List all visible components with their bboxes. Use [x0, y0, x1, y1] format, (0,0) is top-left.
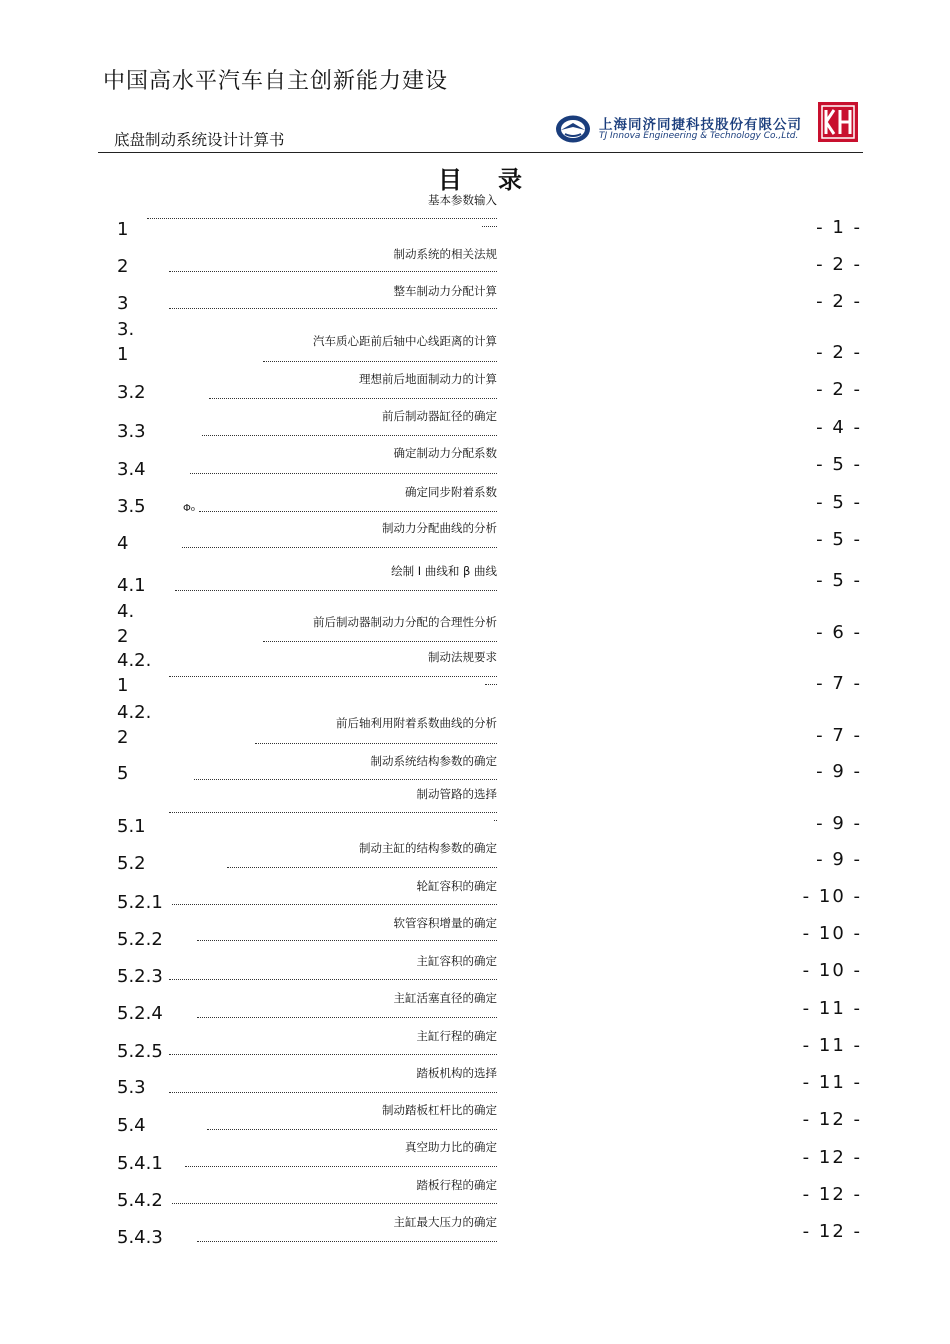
toc-entry-title: 整车制动力分配计算 — [393, 284, 497, 298]
toc-entry-page: - 12 - — [802, 1109, 862, 1130]
toc-entry[interactable] — [0, 749, 950, 789]
toc-leader-dots — [169, 308, 497, 309]
toc-entry-page: - 10 - — [802, 923, 862, 944]
toc-entry-number: 3. 1 — [117, 319, 135, 365]
toc-entry[interactable] — [0, 440, 950, 480]
toc-leader-dots — [485, 684, 497, 685]
toc-entry-number: 5.2.2 — [117, 929, 163, 950]
toc-entry-page: - 5 - — [816, 529, 862, 550]
toc-entry-number: 3.2 — [117, 382, 146, 403]
toc-entry[interactable] — [0, 403, 950, 443]
toc-leader-dots — [190, 473, 497, 474]
toc-entry-title: 制动管路的选择 — [416, 787, 497, 801]
toc-entry-number: 4.2. 1 — [117, 650, 152, 696]
toc-entry-number: 5.2.1 — [117, 892, 163, 913]
toc-entry-title: 汽车质心距前后轴中心线距离的计算 — [313, 334, 497, 348]
company-name-en: TJ Innova Engineering & Technology Co.,Ltd. — [599, 131, 799, 141]
toc-leader-dots — [175, 590, 497, 591]
toc-leader-dots — [197, 940, 497, 941]
toc-entry-title: 踏板机构的选择 — [416, 1066, 497, 1080]
toc-entry-page: - 1 - — [816, 217, 862, 238]
toc-entry-title: 理想前后地面制动力的计算 — [359, 372, 497, 386]
toc-entry-title: 主缸最大压力的确定 — [393, 1215, 497, 1229]
toc-entry-title: 真空助力比的确定 — [405, 1140, 497, 1154]
toc-leader-dots — [147, 218, 497, 219]
toc-entry-page: - 9 - — [816, 813, 862, 834]
toc-leader-dots — [263, 361, 497, 362]
toc-leader-dots — [172, 1203, 497, 1204]
toc-entry-page: - 5 - — [816, 454, 862, 475]
toc-entry-number: 5.2 — [117, 853, 146, 874]
toc-entry-page: - 4 - — [816, 417, 862, 438]
toc-leader-dots — [482, 226, 497, 227]
toc-entry-page: - 9 - — [816, 761, 862, 782]
toc-entry-number: 3.3 — [117, 421, 146, 442]
toc-entry-title: 绘制 I 曲线和 β 曲线 — [391, 564, 497, 578]
document-title: 中国高水平汽车自主创新能力建设 — [103, 69, 449, 94]
toc-leader-dots — [194, 779, 497, 780]
toc-entry-title: 前后制动器制动力分配的合理性分析 — [313, 615, 497, 629]
toc-entry-page: - 2 - — [816, 342, 862, 363]
toc-entry[interactable] — [0, 366, 950, 406]
toc-leader-dots — [169, 271, 497, 272]
header-rule — [98, 152, 863, 153]
toc-entry-page: - 12 - — [802, 1184, 862, 1205]
toc-entry-title: 确定制动力分配系数 — [393, 446, 497, 460]
toc-entry-symbol: Φ₀ — [183, 503, 195, 514]
toc-entry-number: 1 — [117, 219, 129, 240]
toc-entry[interactable] — [0, 478, 950, 518]
toc-entry-number: 5.4.1 — [117, 1153, 163, 1174]
toc-entry-number: 5.4 — [117, 1115, 146, 1136]
toc-entry-page: - 2 - — [816, 291, 862, 312]
toc-leader-dots — [227, 867, 497, 868]
toc-entry-number: 4 — [117, 533, 129, 554]
company-name-cn: 上海同济同捷科技股份有限公司 — [599, 117, 802, 133]
toc-entry-number: 3.5 — [117, 496, 146, 517]
toc-entry[interactable] — [0, 1023, 950, 1063]
toc-leader-dots — [197, 1241, 497, 1242]
toc-entry-number: 4.2. 2 — [117, 702, 152, 748]
toc-leader-dots — [169, 979, 497, 980]
toc-entry-page: - 2 - — [816, 254, 862, 275]
toc-entry[interactable] — [0, 836, 950, 876]
toc-entry-number: 5.3 — [117, 1077, 146, 1098]
toc-entry-number: 3 — [117, 293, 129, 314]
toc-entry-number: 5.2.5 — [117, 1041, 163, 1062]
toc-entry[interactable] — [0, 786, 950, 837]
toc-entry-page: - 6 - — [816, 622, 862, 643]
document-subtitle: 底盘制动系统设计计算书 — [114, 131, 285, 149]
toc-entry-title: 主缸容积的确定 — [416, 954, 497, 968]
toc-entry[interactable] — [0, 697, 950, 748]
toc-entry[interactable] — [0, 874, 950, 914]
toc-entry[interactable] — [0, 1172, 950, 1212]
toc-entry[interactable] — [0, 596, 950, 647]
toc-entry-number: 5 — [117, 763, 129, 784]
toc-entry-page: - 11 - — [802, 998, 862, 1019]
toc-leader-dots — [263, 641, 497, 642]
toc-entry-page: - 7 - — [816, 673, 862, 694]
toc-entry[interactable] — [0, 1097, 950, 1137]
toc-entry-number: 4.1 — [117, 575, 146, 596]
toc-entry-title: 主缸行程的确定 — [416, 1029, 497, 1043]
toc-leader-dots — [169, 676, 497, 677]
toc-leader-dots — [172, 904, 497, 905]
toc-entry-page: - 12 - — [802, 1147, 862, 1168]
toc-entry-title: 前后轴利用附着系数曲线的分析 — [336, 716, 497, 730]
toc-entry-page: - 5 - — [816, 492, 862, 513]
toc-leader-dots — [169, 1092, 497, 1093]
toc-entry[interactable] — [0, 1135, 950, 1175]
toc-entry-page: - 5 - — [816, 570, 862, 591]
toc-entry-number: 5.2.3 — [117, 966, 163, 987]
toc-leader-dots — [169, 812, 497, 813]
toc-entry-number: 5.2.4 — [117, 1003, 163, 1024]
toc-entry[interactable] — [0, 986, 950, 1026]
toc-entry-page: - 10 - — [802, 886, 862, 907]
toc-entry-title: 制动力分配曲线的分析 — [382, 521, 497, 535]
toc-heading: 目录 — [438, 166, 558, 194]
toc-entry-title: 基本参数输入 — [428, 193, 497, 207]
toc-leader-dots — [494, 820, 497, 821]
toc-entry-number: 5.4.2 — [117, 1190, 163, 1211]
toc-entry-title: 制动系统的相关法规 — [393, 247, 497, 261]
toc-entry[interactable] — [0, 187, 950, 240]
toc-entry-title: 确定同步附着系数 — [405, 485, 497, 499]
toc-entry-title: 制动踏板杠杆比的确定 — [382, 1103, 497, 1117]
toc-entry[interactable] — [0, 240, 950, 280]
toc-leader-dots — [199, 511, 497, 512]
toc-leader-dots — [207, 1129, 497, 1130]
toc-entry-title: 制动系统结构参数的确定 — [370, 754, 497, 768]
toc-entry-number: 2 — [117, 256, 129, 277]
toc-leader-dots — [182, 547, 497, 548]
toc-entry-title: 制动法规要求 — [428, 650, 497, 664]
toc-leader-dots — [209, 398, 497, 399]
toc-entry-title: 轮缸容积的确定 — [416, 879, 497, 893]
company-logo — [555, 112, 815, 148]
toc-leader-dots — [255, 743, 497, 744]
company-logo-icon — [555, 114, 591, 144]
toc-entry-title: 主缸活塞直径的确定 — [393, 991, 497, 1005]
toc-entry-page: - 12 - — [802, 1221, 862, 1242]
toc-entry-number: 3.4 — [117, 459, 146, 480]
toc-entry-title: 制动主缸的结构参数的确定 — [359, 841, 497, 855]
toc-entry-title: 踏板行程的确定 — [416, 1178, 497, 1192]
toc-entry-number: 5.4.3 — [117, 1227, 163, 1248]
toc-entry-page: - 9 - — [816, 849, 862, 870]
kh-badge-icon — [818, 102, 858, 142]
toc-leader-dots — [202, 435, 497, 436]
toc-entry[interactable] — [0, 1060, 950, 1100]
toc-entry-page: - 2 - — [816, 379, 862, 400]
toc-entry[interactable] — [0, 515, 950, 555]
toc-entry[interactable] — [0, 645, 950, 696]
toc-leader-dots — [169, 1054, 497, 1055]
toc-entry-number: 4. 2 — [117, 601, 135, 647]
toc-entry[interactable] — [0, 948, 950, 988]
toc-entry-page: - 11 - — [802, 1072, 862, 1093]
toc-entry-page: - 11 - — [802, 1035, 862, 1056]
toc-entry[interactable] — [0, 277, 950, 317]
toc-entry-title: 软管容积增量的确定 — [393, 916, 497, 930]
toc-entry[interactable] — [0, 314, 950, 365]
toc-entry[interactable] — [0, 1209, 950, 1249]
toc-leader-dots — [185, 1166, 497, 1167]
toc-entry-title: 前后制动器缸径的确定 — [382, 409, 497, 423]
toc-entry-number: 5.1 — [117, 816, 146, 837]
toc-leader-dots — [197, 1017, 497, 1018]
toc-entry-page: - 7 - — [816, 725, 862, 746]
toc-entry-page: - 10 - — [802, 960, 862, 981]
toc-entry[interactable] — [0, 911, 950, 951]
toc-entry[interactable] — [0, 556, 950, 596]
